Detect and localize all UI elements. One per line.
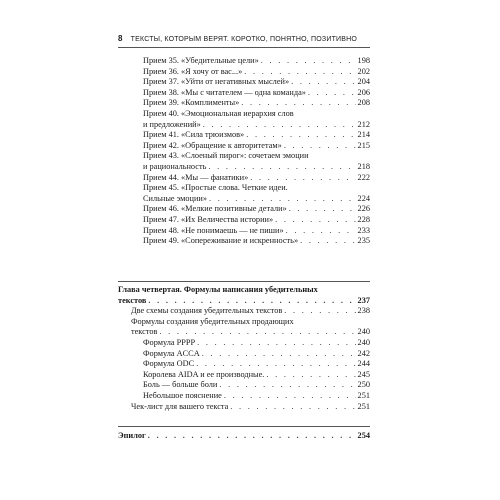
toc-formulas-list [0,338,500,402]
toc-entry [143,130,370,141]
dot-leader [230,402,355,413]
toc-page-number: 235 [357,236,370,246]
toc-page-number: 238 [357,306,370,315]
running-title: ТЕКСТЫ, КОТОРЫМ ВЕРЯТ. КОРОТКО, ПОНЯТНО, ПОЗИТИВНО [130,36,358,43]
toc-entry [143,109,370,130]
toc-entry-title-continued: текстов [118,295,147,305]
dot-leader [148,296,355,307]
toc-entry-title-continued: Сильные эмоции» [143,193,208,203]
toc-entry-title-continued: и рациональность [143,161,207,171]
toc-page-number: 226 [357,204,370,214]
dot-leader [246,130,355,141]
toc-chapter-4-sections [0,306,500,338]
toc-entry [143,56,370,67]
toc-page-number: 214 [357,130,370,140]
toc-entry [143,77,370,88]
toc-page-number: 240 [357,338,370,347]
running-header [118,34,370,43]
toc-checklist [0,402,500,413]
toc-entry-title: Прием 46. «Мелкие позитивные детали» [143,204,287,214]
toc-entry-title: Эпилог [118,431,146,440]
toc-page-number: 215 [357,140,370,150]
header-rule [118,47,370,48]
toc-entry-title: Глава четвертая. Формулы написания убедительных [118,285,318,294]
toc-entry [143,151,370,172]
section-divider [118,281,370,282]
toc-page-number: 198 [357,56,370,65]
toc-entry [143,236,370,247]
toc-entry [143,67,370,78]
dot-leader [308,88,356,99]
dot-leader [300,236,355,247]
dot-leader [148,431,356,442]
toc-page-number: 237 [357,295,370,305]
toc-page-number: 251 [357,390,370,400]
toc-page-number: 222 [357,172,370,182]
toc-chapter-4 [0,285,500,306]
dot-leader [275,215,355,226]
dot-leader [266,370,355,381]
toc-entry-title: Прием 36. «Я хочу от вас...» [143,66,243,76]
toc-page-number: 218 [357,161,370,171]
toc-page-number: 240 [357,327,370,337]
dot-leader [284,306,355,317]
dot-leader [197,338,355,349]
toc-entry [131,306,370,317]
toc-entry-title: Чек-лист для вашего текста [131,402,229,411]
toc-entry [118,431,370,442]
toc-entry-title: Прием 45. «Простые слова. Четкие идеи. [143,183,288,193]
toc-entry-title: Прием 42. «Обращение к авторитетам» [143,140,282,150]
toc-entry-title: Королева AIDA и ее производные. [143,369,265,379]
toc-page-number: 206 [357,87,370,97]
toc-entry-title-continued: текстов [131,327,158,337]
toc-techniques-list [0,56,500,247]
toc-entry [131,402,370,413]
toc-entry [143,88,370,99]
toc-entry [131,317,370,338]
toc-entry [143,204,370,215]
toc-entry [143,370,370,381]
toc-page-number: 202 [357,66,370,76]
toc-entry-title: Формула ODC [143,359,195,369]
dot-leader [196,359,355,370]
toc-entry-title: Прием 37. «Уйти от негативных мыслей» [143,77,290,87]
toc-page-number: 208 [357,98,370,108]
toc-page-number: 254 [357,431,370,440]
dot-leader [284,141,356,152]
toc-entry [143,338,370,349]
toc-entry-title: Формулы создания убедительных продающих [131,316,294,326]
toc-entry [143,349,370,360]
toc-page-number: 245 [357,369,370,379]
dot-leader [202,349,356,360]
toc-entry-title: Прием 40. «Эмоциональная иерархия слов [143,108,294,118]
toc-page-number: 224 [357,193,370,203]
toc-entry-title: Прием 49. «Сопереживание и искренность» [143,236,299,246]
dot-leader [209,194,356,205]
toc-entry [143,173,370,184]
toc-entry [143,98,370,109]
toc-entry-title: Две схемы создания убедительных текстов [131,306,283,315]
toc-entry [143,391,370,402]
toc-entry [143,380,370,391]
section-divider-2 [118,426,370,427]
toc-page-number: 251 [357,402,370,411]
toc-page-number: 228 [357,214,370,224]
dot-leader [261,56,356,67]
toc-entry-title: Прием 44. «Мы — фанатики» [143,172,249,182]
toc-page-number: 204 [357,77,370,87]
dot-leader [286,226,356,237]
toc-entry-title: Прием 48. «Не понимаешь — не пиши» [143,225,284,235]
dot-leader [250,173,355,184]
dot-leader [208,162,355,173]
toc-entry [143,359,370,370]
toc-entry-title: Прием 38. «Мы с читателем — одна команда» [143,87,306,97]
toc-entry-title: Прием 35. «Убедительные цели» [143,56,259,65]
toc-entry [143,226,370,237]
dot-leader [291,77,355,88]
toc-entry-title: Формула PPPP [143,338,196,347]
dot-leader [203,120,356,131]
dot-leader [224,391,356,402]
toc-entry [143,141,370,152]
dot-leader [219,380,355,391]
toc-entry-title: Прием 39. «Комплименты» [143,98,240,108]
dot-leader [289,204,356,215]
toc-entry-title: Прием 41. «Сила трюизмов» [143,130,245,140]
toc-entry-title: Прием 47. «Их Величества истории» [143,214,274,224]
toc-epilogue [0,431,500,442]
page-number: 8 [118,34,123,43]
dot-leader [159,327,355,338]
dot-leader [241,98,355,109]
toc-entry [143,215,370,226]
dot-leader [244,67,355,78]
toc-entry [143,183,370,204]
toc-page-number: 250 [357,380,370,390]
toc-entry-title: Боль — больше боли [143,380,218,390]
toc-entry [118,285,370,306]
toc-entry-title: Формула ACCA [143,348,200,358]
toc-entry-title: Прием 43. «Слоеный пирог»: сочетаем эмоции [143,151,309,161]
toc-page-number: 212 [357,119,370,129]
toc-page-number: 233 [357,225,370,235]
toc-page-number: 242 [357,348,370,358]
toc-entry-title-continued: и предложений» [143,119,201,129]
toc-page-number: 244 [357,359,370,369]
toc-entry-title: Небольшое пояснение [143,390,222,400]
